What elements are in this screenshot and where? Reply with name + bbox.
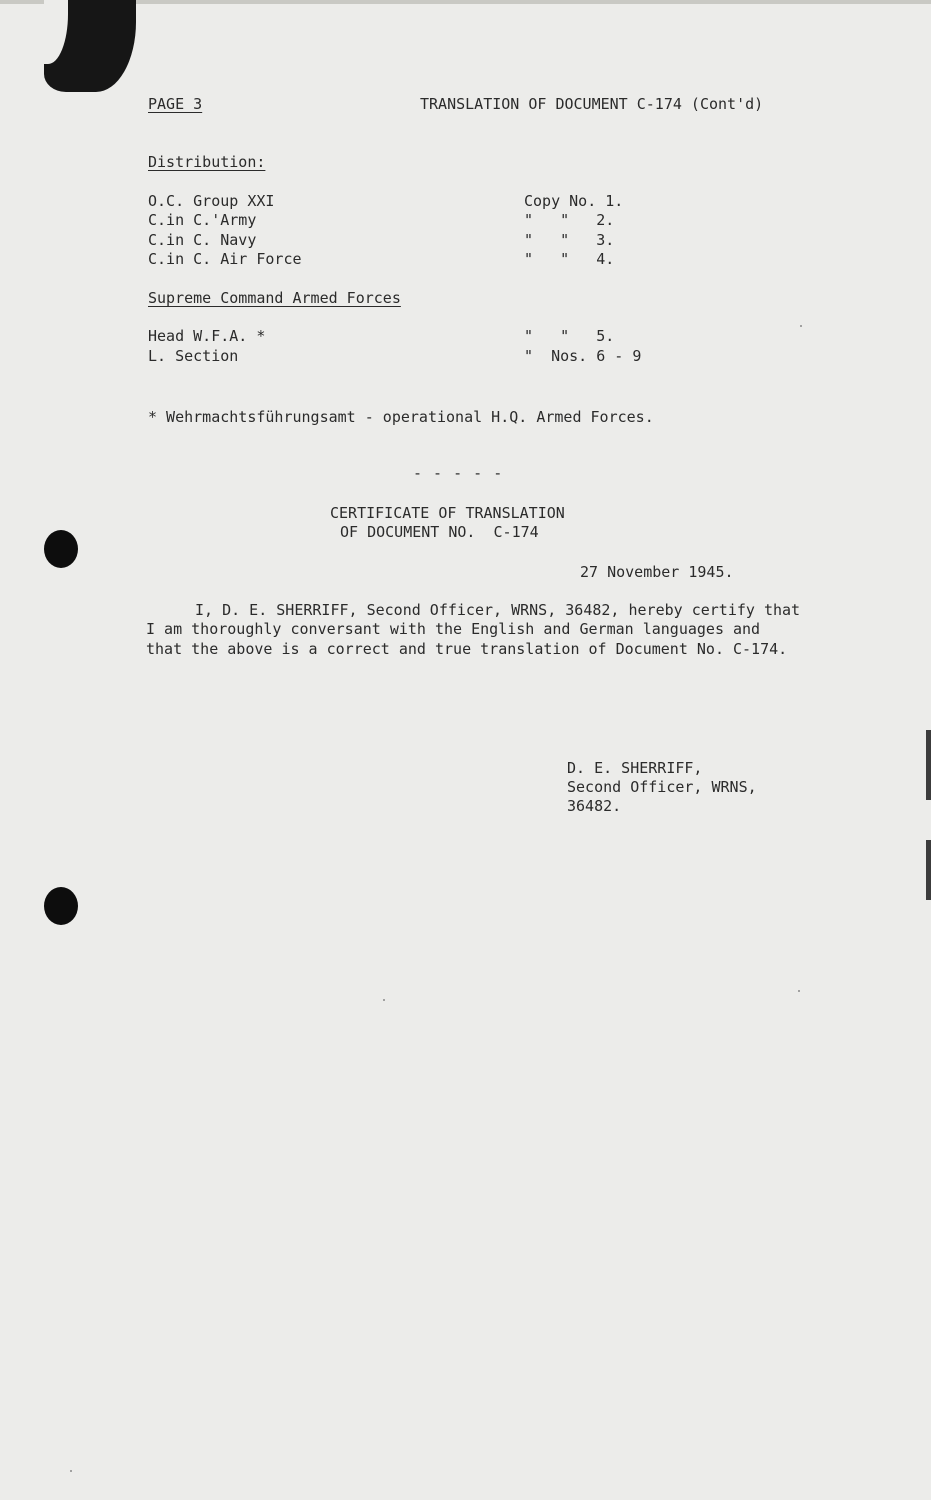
certificate-body-line: I am thoroughly conversant with the English and German languages and: [146, 620, 761, 638]
punch-hole-top: [44, 530, 78, 568]
document-title: TRANSLATION OF DOCUMENT C-174 (Cont'd): [420, 95, 764, 113]
distribution-heading: Distribution:: [148, 153, 266, 171]
scan-speck: [798, 990, 800, 992]
distribution-copy: Copy No. 1.: [524, 192, 624, 210]
signature-number: 36482.: [567, 797, 622, 815]
scan-edge-mark-2: [926, 840, 931, 900]
distribution-recipient: C.in C. Air Force: [148, 250, 302, 268]
footnote: * Wehrmachtsführungsamt - operational H.Q. Armed Forces.: [148, 408, 654, 426]
certificate-title: CERTIFICATE OF TRANSLATION: [330, 504, 565, 522]
certificate-body-line: that the above is a correct and true translation of Document No. C-174.: [146, 640, 788, 658]
distribution-recipient: L. Section: [148, 347, 239, 365]
distribution-recipient: O.C. Group XXI: [148, 192, 275, 210]
signature-rank: Second Officer, WRNS,: [567, 778, 757, 796]
distribution-copy: " " 4.: [524, 250, 615, 268]
distribution-copy: " Nos. 6 - 9: [524, 347, 642, 365]
distribution-recipient: C.in C.'Army: [148, 211, 257, 229]
scan-speck: [800, 325, 802, 327]
distribution-subheading: Supreme Command Armed Forces: [148, 289, 401, 307]
punch-hole-bottom: [44, 887, 78, 925]
scan-speck: [383, 999, 385, 1001]
scan-top-edge: [0, 0, 931, 4]
distribution-recipient: Head W.F.A. *: [148, 327, 266, 345]
distribution-copy: " " 2.: [524, 211, 615, 229]
distribution-recipient: C.in C. Navy: [148, 231, 257, 249]
signature-name: D. E. SHERRIFF,: [567, 759, 703, 777]
distribution-copy: " " 3.: [524, 231, 615, 249]
section-separator: - - - - -: [413, 464, 504, 482]
distribution-copy: " " 5.: [524, 327, 615, 345]
certificate-body-line: I, D. E. SHERRIFF, Second Officer, WRNS, 36482, hereby certify that: [195, 601, 801, 619]
scan-speck: [70, 1470, 72, 1472]
certificate-subtitle: OF DOCUMENT NO. C-174: [340, 523, 539, 541]
page-number: PAGE 3: [148, 95, 203, 113]
scan-edge-mark-1: [926, 730, 931, 800]
certificate-date: 27 November 1945.: [580, 563, 734, 581]
